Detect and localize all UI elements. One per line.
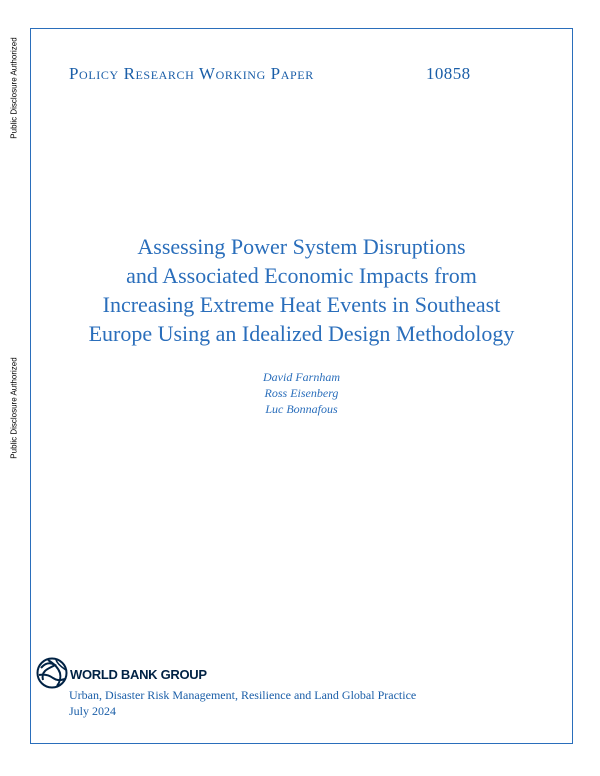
global-practice: Urban, Disaster Risk Management, Resilience and Land Global Practice — [69, 688, 417, 702]
title-line: Europe Using an Idealized Design Methodology — [88, 321, 515, 346]
author-list — [30, 369, 573, 417]
title-line: Assessing Power System Disruptions — [137, 234, 466, 259]
publication-date: July 2024 — [69, 704, 117, 718]
globe-icon — [36, 657, 68, 689]
title-line: and Associated Economic Impacts from — [126, 263, 477, 288]
disclosure-label-top: Public Disclosure Authorized — [9, 37, 19, 139]
author-name: David Farnham — [263, 370, 340, 384]
author-name: Luc Bonnafous — [265, 402, 338, 416]
author-name: Ross Eisenberg — [264, 386, 339, 400]
title-line: Increasing Extreme Heat Events in Southeast — [102, 292, 501, 317]
paper-title — [30, 232, 573, 348]
paper-number: 10858 — [426, 64, 471, 83]
disclosure-label-middle: Public Disclosure Authorized — [9, 357, 19, 459]
series-name: Policy Research Working Paper — [69, 64, 314, 83]
logo-wordmark: WORLD BANK GROUP — [70, 667, 207, 682]
